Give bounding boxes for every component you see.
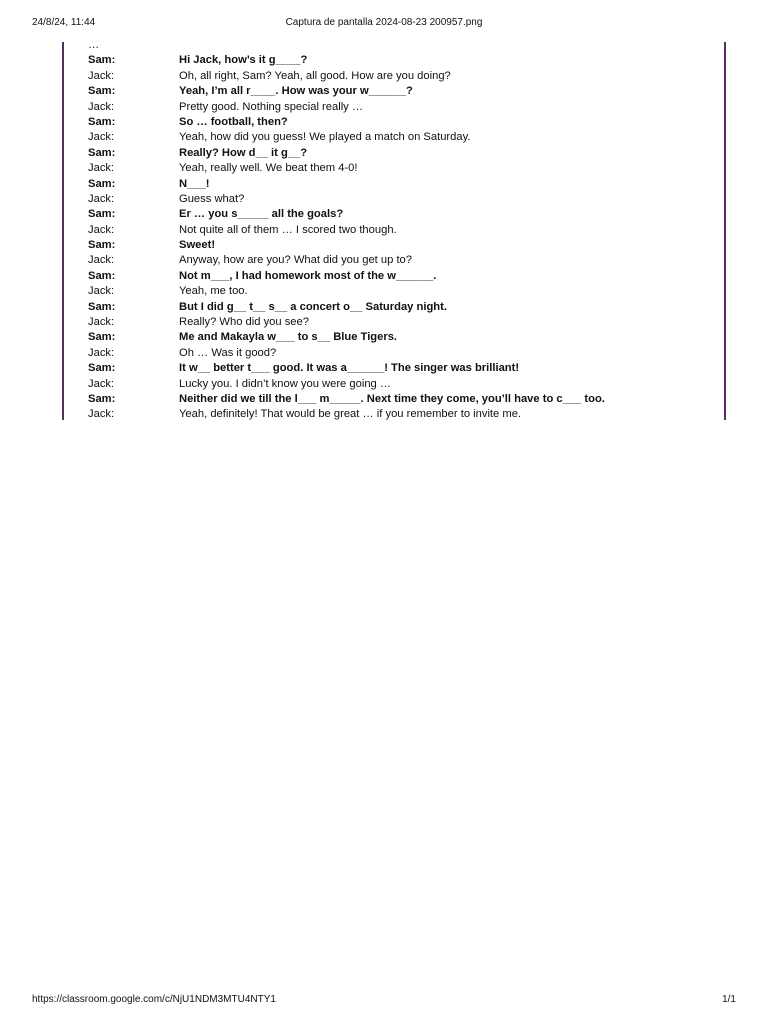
speaker-label: Sam: [88, 300, 116, 313]
dialogue-line-text: Oh … Was it good? [179, 346, 277, 359]
speaker-label: Sam: [88, 239, 116, 252]
speaker-label: Jack: [88, 223, 115, 236]
speaker-label: Jack: [88, 192, 115, 205]
print-title: Captura de pantalla 2024-08-23 200957.png [285, 17, 483, 28]
speaker-label: Sam: [88, 85, 116, 98]
speaker-label: Jack: [88, 254, 115, 267]
dialogue-line-text: Really? Who did you see? [179, 316, 309, 329]
speaker-label: Sam: [88, 115, 116, 128]
dialogue-row [88, 207, 708, 222]
dialogue-row [88, 100, 708, 115]
dialogue-row [88, 361, 708, 376]
speaker-label: Jack: [88, 285, 115, 298]
speaker-label: Jack: [88, 408, 115, 421]
speaker-label: Jack: [88, 346, 115, 359]
dialogue-row [88, 177, 708, 192]
dialogue-lead: … [88, 39, 100, 51]
print-footer [0, 994, 768, 1008]
dialogue-row [88, 130, 708, 145]
dialogue-row [88, 69, 708, 84]
speaker-label: Sam: [88, 54, 116, 67]
dialogue-row [88, 253, 708, 268]
dialogue-row [88, 284, 708, 299]
dialogue-row [88, 346, 708, 361]
print-url[interactable]: https://classroom.google.com/c/NjU1NDM3MTU4NTY1 [32, 994, 276, 1005]
dialogue-line-text: Guess what? [179, 192, 245, 205]
dialogue-row [88, 192, 708, 207]
dialogue-line-text: Anyway, how are you? What did you get up to? [179, 254, 413, 267]
dialogue-row [88, 223, 708, 238]
speaker-label: Sam: [88, 269, 116, 282]
dialogue-line-text: So … football, then? [179, 115, 288, 128]
dialogue-line-text: Hi Jack, how’s it g____? [179, 54, 308, 67]
dialogue-row [88, 330, 708, 345]
dialogue-line-text: Neither did we till the l___ m_____. Next time they come, you’ll have to c___ too. [179, 392, 605, 405]
dialogue-line-text: Not m___, I had homework most of the w______. [179, 269, 437, 282]
dialogue-line-text: It w__ better t___ good. It was a______! The singer was brilliant! [179, 362, 520, 375]
dialogue-line-text: But I did g__ t__ s__ a concert o__ Saturday night. [179, 300, 447, 313]
dialogue-line-text: Oh, all right, Sam? Yeah, all good. How are you doing? [179, 69, 451, 82]
dialogue-line-text: Er … you s_____ all the goals? [179, 208, 344, 221]
dialogue-line-text: Yeah, definitely! That would be great … if you remember to invite me. [179, 408, 522, 421]
speaker-label: Jack: [88, 162, 115, 175]
speaker-label: Jack: [88, 69, 115, 82]
dialogue-row [88, 300, 708, 315]
speaker-label: Jack: [88, 100, 115, 113]
dialogue-row [88, 53, 708, 68]
speaker-label: Sam: [88, 362, 116, 375]
dialogue-line-text: Yeah, I’m all r____. How was your w______? [179, 85, 413, 98]
dialogue-line-text: Me and Makayla w___ to s__ Blue Tigers. [179, 331, 398, 344]
dialogue-line-text: Yeah, me too. [179, 285, 248, 298]
print-datetime: 24/8/24, 11:44 [32, 17, 96, 28]
dialogue-row [88, 269, 708, 284]
dialogue-row [88, 161, 708, 176]
dialogue-row [88, 392, 708, 407]
dialogue-line-text: Sweet! [179, 239, 216, 252]
speaker-label: Sam: [88, 146, 116, 159]
speaker-label: Sam: [88, 392, 116, 405]
dialogue-line-text: Really? How d__ it g__? [179, 146, 308, 159]
speaker-label: Jack: [88, 377, 115, 390]
dialogue-row [88, 115, 708, 130]
dialogue-line-text: Not quite all of them … I scored two though. [179, 223, 397, 236]
dialogue-row [88, 377, 708, 392]
dialogue-line-text: Yeah, really well. We beat them 4-0! [179, 162, 358, 175]
speaker-label: Jack: [88, 131, 115, 144]
dialogue-row [88, 84, 708, 99]
dialogue-line-text: N___! [179, 177, 210, 190]
dialogue-line-text: Lucky you. I didn’t know you were going … [179, 377, 392, 390]
dialogue-row [88, 146, 708, 161]
dialogue-line-text: Yeah, how did you guess! We played a match on Saturday. [179, 131, 471, 144]
page-number: 1/1 [722, 994, 736, 1005]
speaker-label: Sam: [88, 208, 116, 221]
print-header [0, 17, 768, 31]
speaker-label: Sam: [88, 331, 116, 344]
dialogue-line-text: Pretty good. Nothing special really … [179, 100, 364, 113]
dialogue-row [88, 238, 708, 253]
dialogue-row [88, 315, 708, 330]
speaker-label: Sam: [88, 177, 116, 190]
dialogue [88, 38, 708, 423]
speaker-label: Jack: [88, 316, 115, 329]
dialogue-row [88, 407, 708, 422]
